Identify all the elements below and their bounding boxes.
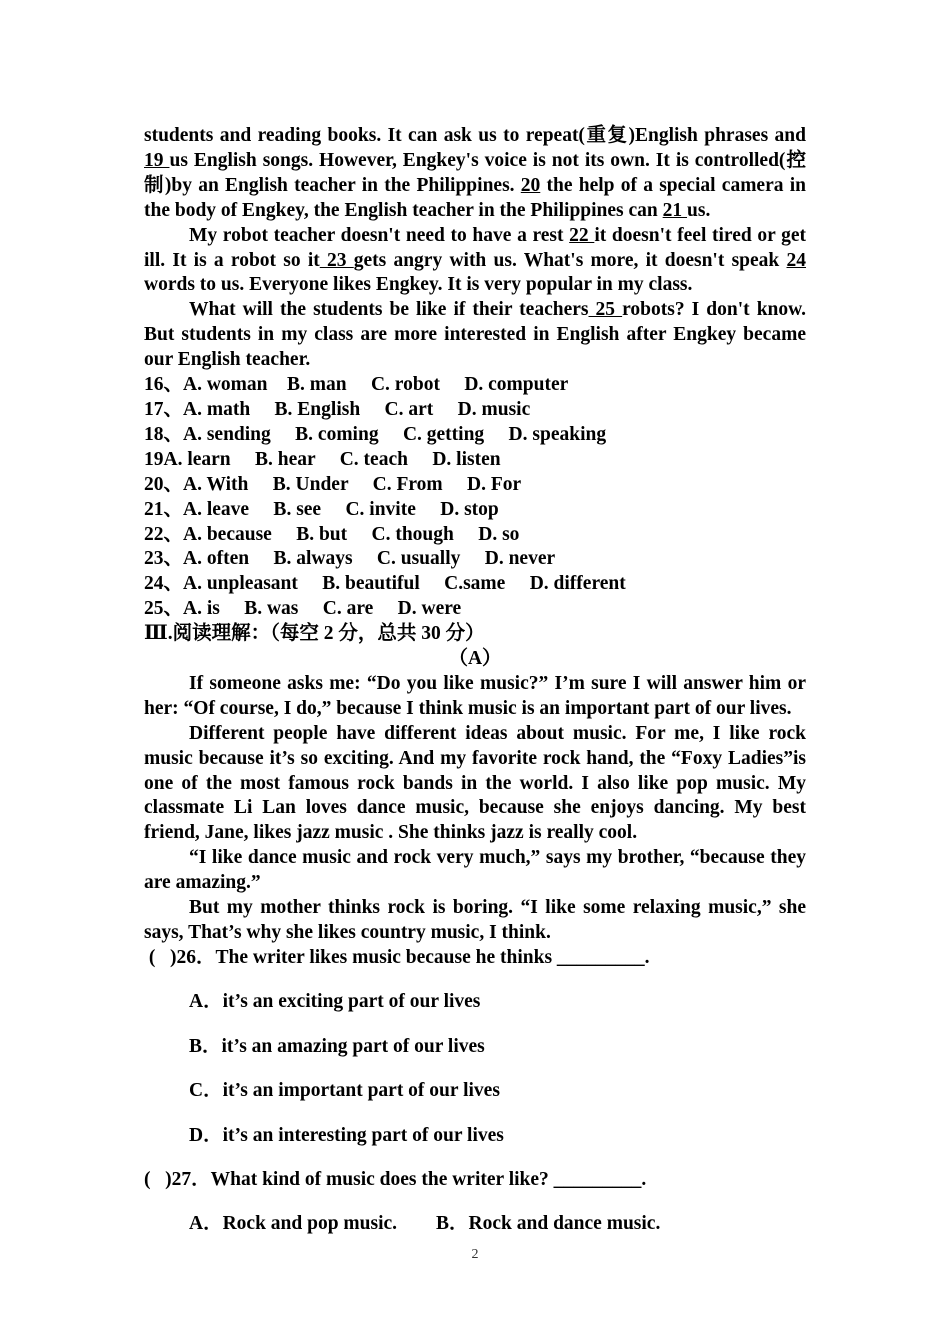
document-page	[144, 124, 806, 1257]
question-27-stem: ( )27．What kind of music does the writer like? _________.	[144, 1168, 647, 1190]
blank-20: 20	[520, 174, 541, 196]
cloze-option-21: 21、A. leave B. see C. invite D. stop	[144, 498, 499, 520]
cloze-option-17: 17、A. math B. English C. art D. music	[144, 398, 531, 420]
text-run: gets angry with us. What's more, it doesn't speak	[353, 249, 787, 271]
reading-paragraph-3: “I like dance music and rock very much,” says my brother, “because they are amazing.”	[144, 847, 806, 894]
passage-paragraph-3	[144, 298, 806, 373]
text-run: us.	[687, 199, 711, 221]
page-number: 2	[471, 1247, 479, 1262]
cloze-option-18: 18、A. sending B. coming C. getting D. speaking	[144, 423, 607, 445]
section-heading: Ⅲ.阅读理解：（每空 2 分，总共 30 分）	[144, 623, 485, 645]
passage-paragraph-1	[144, 124, 806, 224]
text-run: it doesn't feel tired or get ill. It is a robot so it	[144, 224, 806, 271]
passage-paragraph-2	[144, 224, 806, 299]
text-run: What will the students be like if their teachers	[189, 299, 589, 321]
reading-paragraph-4: But my mother thinks rock is boring. “I like some relaxing music,” she says, That’s why she likes country music, I think.	[144, 897, 806, 943]
reading-paragraph-1: If someone asks me: “Do you like music?” I’m sure I will answer him or her: “Of course, I do,” because I think music is an important part of our lives.	[144, 672, 806, 719]
blank-19: 19	[144, 149, 170, 171]
question-26-option-a: A．it’s an exciting part of our lives	[189, 991, 481, 1013]
question-26-option-c: C．it’s an important part of our lives	[189, 1080, 500, 1102]
blank-23: 23	[319, 249, 354, 271]
cloze-options	[144, 373, 806, 622]
text-run: students and reading books. It can ask us to repeat(重复)English phrases and	[144, 125, 806, 146]
text-run: robots? I don't know. But students in my class are more interested in English after Engkey became our English teacher.	[144, 299, 807, 371]
cloze-option-19: 19A. learn B. hear C. teach D. listen	[144, 448, 501, 470]
text-run: us English songs. However, Engkey's voice is not its own. It is controlled(控制)by an English teacher in the Philippines.	[144, 149, 807, 196]
cloze-option-24: 24、A. unpleasant B. beautiful C.same D. different	[144, 573, 626, 595]
cloze-option-22: 22、A. because B. but C. though D. so	[144, 523, 520, 545]
blank-24: 24	[786, 249, 806, 271]
cloze-option-25: 25、A. is B. was C. are D. were	[144, 598, 462, 620]
text-run: the help of a special camera in the body of Engkey, the English teacher in the Philippines can	[144, 174, 806, 221]
cloze-option-16: 16、A. woman B. man C. robot D. computer	[144, 374, 569, 396]
blank-25: 25	[588, 299, 623, 321]
blank-21: 21	[662, 199, 688, 221]
question-27-options: A．Rock and pop music. B．Rock and dance music.	[189, 1213, 661, 1235]
cloze-option-23: 23、A. often B. always C. usually D. never	[144, 548, 556, 570]
question-26-stem: ( )26．The writer likes music because he thinks _________.	[144, 946, 650, 968]
blank-22: 22	[569, 224, 595, 246]
text-run: words to us. Everyone likes Engkey. It is very popular in my class.	[144, 274, 693, 296]
question-26-option-d: D．it’s an interesting part of our lives	[189, 1124, 504, 1146]
question-26-option-b: B．it’s an amazing part of our lives	[189, 1035, 485, 1057]
text-run: My robot teacher doesn't need to have a rest	[189, 224, 570, 246]
section-subheading: （A）	[448, 648, 502, 670]
cloze-option-20: 20、A. With B. Under C. From D. For	[144, 473, 522, 495]
reading-paragraph-2: Different people have different ideas about music. For me, I like rock music because it’s so exciting. And my favorite rock hand, the “Foxy Ladies”is one of the most famous rock bands in the world. I also like pop music. My classmate Li Lan loves dance music, because she enjoys dancing. My best friend, Jane, likes jazz music . She thinks jazz is really cool.	[144, 722, 806, 844]
